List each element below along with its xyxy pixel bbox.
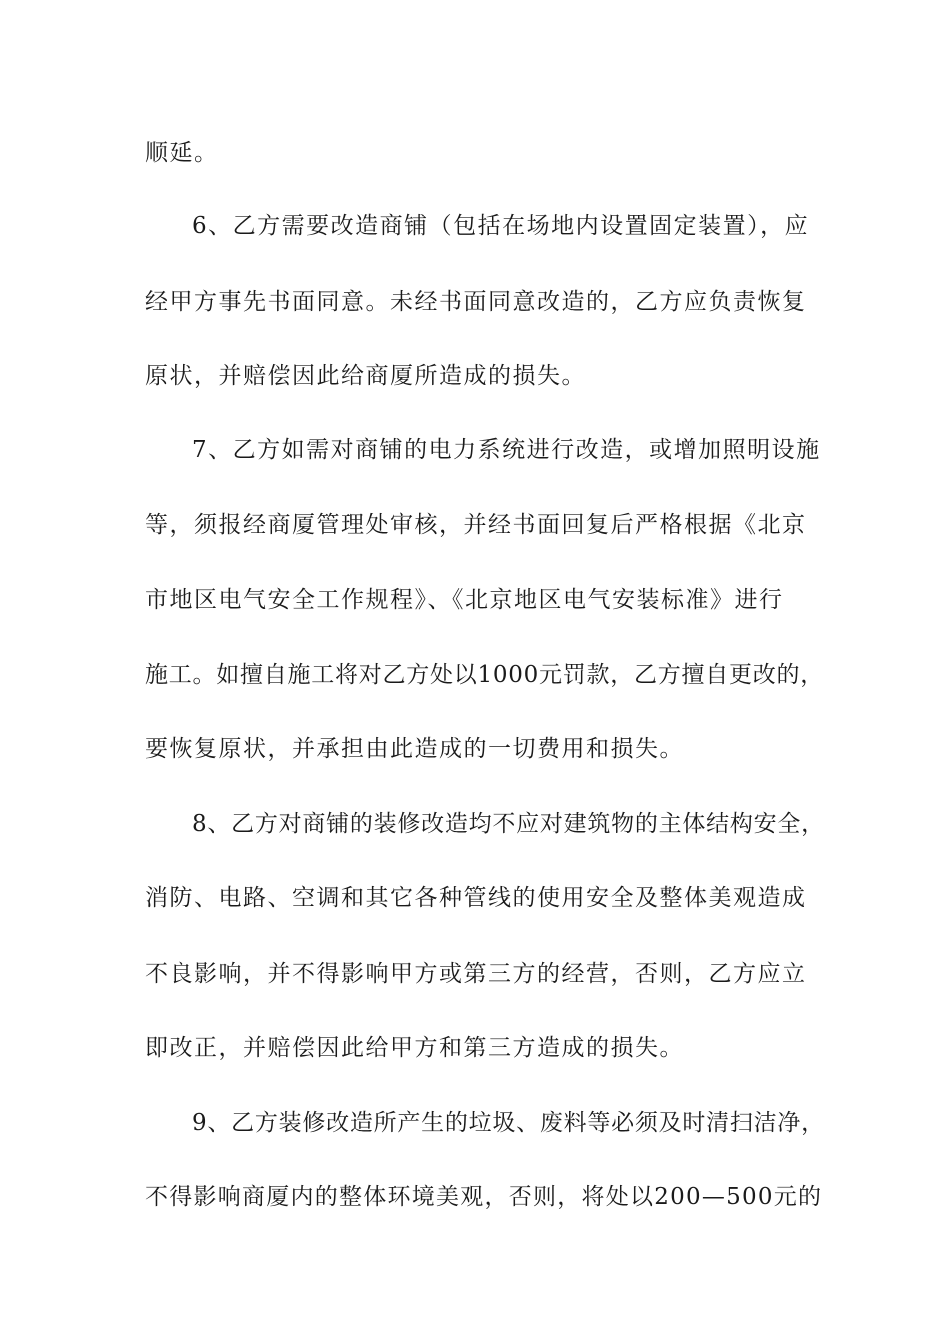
text-line: 不得影响商厦内的整体环境美观，否则，将处以200—500元的 xyxy=(145,1184,823,1210)
text-line: 经甲方事先书面同意。未经书面同意改造的，乙方应负责恢复 xyxy=(145,289,807,315)
text-line: 等，须报经商厦管理处审核，并经书面回复后严格根据《北京 xyxy=(145,512,807,538)
clause-9-line: 9、乙方装修改造所产生的垃圾、废料等必须及时清扫洁净， xyxy=(192,1110,825,1136)
text-line: 不良影响，并不得影响甲方或第三方的经营，否则，乙方应立 xyxy=(145,961,807,987)
clause-8-line: 8、乙方对商铺的装修改造均不应对建筑物的主体结构安全， xyxy=(192,811,825,837)
text-line: 顺延。 xyxy=(145,140,219,166)
text-line: 消防、电路、空调和其它各种管线的使用安全及整体美观造成 xyxy=(145,885,807,911)
text-line: 施工。如擅自施工将对乙方处以1000元罚款，乙方擅自更改的， xyxy=(145,662,825,688)
clause-6-line: 6、乙方需要改造商铺（包括在场地内设置固定装置），应 xyxy=(192,213,810,239)
text-line: 原状，并赔偿因此给商厦所造成的损失。 xyxy=(145,363,586,389)
text-line: 要恢复原状，并承担由此造成的一切费用和损失。 xyxy=(145,736,684,762)
text-line: 即改正，并赔偿因此给甲方和第三方造成的损失。 xyxy=(145,1035,684,1061)
clause-7-line: 7、乙方如需对商铺的电力系统进行改造，或增加照明设施 xyxy=(192,437,821,463)
text-line: 市地区电气安全工作规程》、《北京地区电气安装标准》进行 xyxy=(145,587,784,613)
